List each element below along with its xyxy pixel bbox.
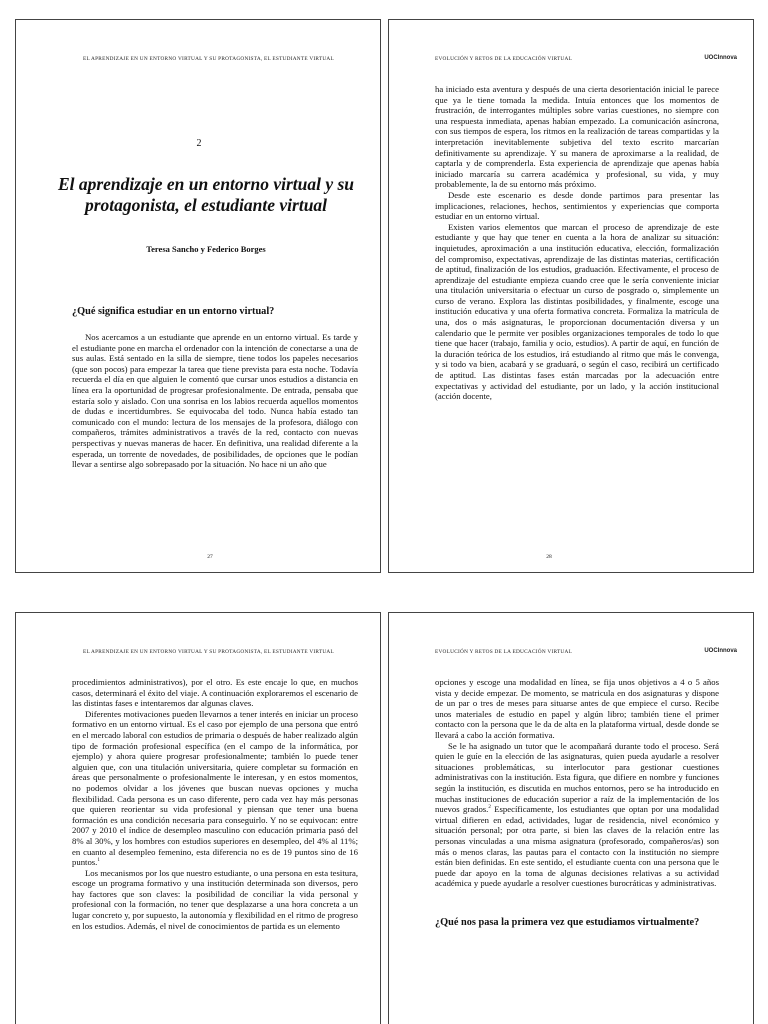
paragraph: ha iniciado esta aventura y después de una cierta desorientación inicial le parece que ya le tiene tomada la medida. Intuía entonces que los momentos de frustración, de interrogantes múltiples sobre varias cuestiones, no siempre con una respuesta inmediata, apenas habían empezado. La comunicación asíncrona, con sus tiempos de espera, los ritmos en la realización de tareas compartidas y la interpretación inevitablemente subjetiva del texto escrito marcarían definitivamente su aprendizaje. Y su manera de aproximarse a la realidad, de captarla y de comprenderla. Esta experiencia de aprendizaje que apenas había iniciado marcaría su carrera académica y profesional, su vida, y muy probablemente, la de su entorno más próximo. <box>435 84 719 190</box>
running-head: EL APRENDIZAJE EN UN ENTORNO VIRTUAL Y SU PROTAGONISTA, EL ESTUDIANTE VIRTUAL <box>82 649 334 655</box>
page-number: 28 <box>546 554 552 560</box>
book-page-28 <box>388 19 754 573</box>
section-heading: ¿Qué significa estudiar en un entorno virtual? <box>72 306 275 317</box>
paragraph: Nos acercamos a un estudiante que aprende en un entorno virtual. Es tarde y el estudiante pone en marcha el ordenador con la intención de conectarse a una de sus aulas. Está sentado en la silla de siempre, tiene todos los papeles necesarios (que son pocos) para empezar la tarea que tiene prevista para esta noche. Todavía recuerda el día en que alguien le comentó que cursar unos estudios a distancia en línea era la oportunidad de progresar profesionalmente. De entrada, pensaba que estaría solo y aislado. Con una sonrisa en los labios recuerda aquellos momentos de dudas e incertidumbres. Se equivocaba del todo. Nunca había estado tan comunicado con el mundo: lectura de los mensajes de la profesora, diálogo con compañeros, trámites administrativos a través de la red, contacto con nuevas perspectivas y nuevas maneras de hacer. En definitiva, una realidad diferente a la esperada, un torrente de novedades, de posibilidades, de opciones que le podían llevar a sentirse algo sobrepasado por la situación. No hace ni un año que <box>72 332 358 470</box>
paragraph: procedimientos administrativos), por el otro. Es este encaje lo que, en muchos casos, determinará el éxito del viaje. A continuación exploraremos el escenario de las distintas fases e intentaremos dar algunas claves. <box>72 677 358 709</box>
paragraph-text: Se le ha asignado un tutor que le acompañará durante todo el proceso. Será quien le guíe en la elección de las asignaturas, quien pueda ayudarle a resolver situaciones problemáticas, su interlocutor para gestionar cuestiones administrativas con la institución. Esta figura, que difiere en nombre y funciones según la institución, es discutida en muchos entornos, pero se ha introducido en muchas instituciones de educación superior a raíz de la implementación de los nuevos grados. <box>435 740 719 815</box>
publisher-brand: UOCInnova <box>704 648 737 654</box>
paragraph: Los mecanismos por los que nuestro estudiante, o una persona en esta tesitura, escoge un programa formativo y una institución determinada son diversos, pero hay factores que son claves: la posibilidad de conciliar la vida personal y profesional con la formación, no tener que desplazarse a una hora concreta a un lugar concreto y, por supuesto, la autonomía y flexibilidad en el ritmo de progreso en los estudios. Además, el nivel de conocimientos de partida es un elemento <box>72 867 358 931</box>
chapter-title: El aprendizaje en un entorno virtual y su protagonista, el estudiante virtual <box>57 174 355 215</box>
book-page-29 <box>15 612 381 1024</box>
running-head: EL APRENDIZAJE EN UN ENTORNO VIRTUAL Y SU PROTAGONISTA, EL ESTUDIANTE VIRTUAL <box>82 56 334 62</box>
chapter-authors: Teresa Sancho y Federico Borges <box>146 244 266 254</box>
paragraph: Desde este escenario es desde donde partimos para presentar las implicaciones, relaciones, hechos, sentimientos y experiencias que comporta estudiar en un entorno virtual. <box>435 189 719 222</box>
paragraph <box>435 741 719 889</box>
running-head: EVOLUCIÓN Y RETOS DE LA EDUCACIÓN VIRTUAL <box>435 649 573 655</box>
paragraph: Existen varios elementos que marcan el proceso de aprendizaje de este estudiante y que hay que tener en cuenta a la hora de analizar su situación: inquietudes, aproximación a una institución educativa, elección, formalización del compromiso, expectativas, aprendizaje de las distintas materias, certificación de aptitud, finalización de los estudios, graduación. Efectivamente, el proceso de aprendizaje del estudiante empieza cuando cree que le sería conveniente iniciar una titulación universitaria o efectuar un curso de posgrado o, simplemente un curso de verano. Explora las distintas posibilidades, y finalmente, escoge una institución educativa y una oferta formativa concreta. Formaliza la matrícula de una, dos o más asignaturas, le proporcionan documentación diversa y un calendario que le permite ver posibles organizaciones temporales de todo lo que tiene que hacer (trabajo, familia y ocio, estudios). A partir de aquí, en función de la duración teórica de los estudios, irá estudiando al ritmo que más le convenga, y si todo va bien, acabará y se graduará, o según el caso, recibirá un certificado de aptitud. Las distintas fases están marcadas por la adecuación entre expectativas y actividad del estudiante, por un lado, y la acción institucional (acción docente, <box>435 221 719 402</box>
chapter-number: 2 <box>196 138 202 149</box>
body-text <box>435 84 719 402</box>
running-head: EVOLUCIÓN Y RETOS DE LA EDUCACIÓN VIRTUAL <box>435 56 573 62</box>
paragraph-text: Diferentes motivaciones pueden llevarnos a tener interés en iniciar un proceso formativo en un entorno virtual. Es el caso por ejemplo de una persona que entró en el mercado laboral con estudios de primaria o después de haber realizado algún tipo de formación profesional específica (en el campo de la informática, por ejemplo) y ahora quiere progresar profesionalmente; también lo puede tener alguien que, con una titulación universitaria, quiere completar su formación en áreas que personalmente o profesionalmente le interesan, y en estos momentos, no podemos olvidar a los jóvenes que buscan nuevas opciones y mucha flexibilidad. Cada persona es un caso diferente, pero cada vez hay más personas que quieren reorientar su vida profesional y piensan que tener una buena formación es una condición necesaria para conseguirlo. Y no se equivocan: entre 2007 y 2010 el índice de desempleo masculino con educación primaria pasó del 8% al 30%, y los hombres con estudios superiores en desempleo, del 4% al 11%; en cuanto al desempleo femenino, esta diferencia no es de 19 puntos sino de 16 puntos. <box>72 708 358 868</box>
footnote-mark[interactable]: 1 <box>97 858 100 864</box>
body-text <box>72 677 358 931</box>
book-page-27 <box>15 19 381 573</box>
paragraph: opciones y escoge una modalidad en línea, se fija unos objetivos a 4 o 5 años vista y decide empezar. De momento, se matricula en dos asignaturas y dispone de un par o tres de meses para situarse antes de que empiece el curso. Recibe unos materiales de estudio en papel y algún libro; también tiene el primer contacto con la persona que le da de alta en la plataforma virtual, desde donde se llevará a cabo la acción formativa. <box>435 677 719 740</box>
section-heading: ¿Qué nos pasa la primera vez que estudiamos virtualmente? <box>435 916 700 928</box>
page-number: 27 <box>207 554 213 560</box>
footnote-mark[interactable]: 2 <box>488 805 491 811</box>
body-text <box>435 677 719 929</box>
paragraph-text: Específicamente, los estudiantes que optan por una modalidad virtual difieren en edad, actividades, lugar de residencia, nivel económico y situación personal; por otra parte, si bien las claves de la relación entre las personas vinculadas a una misma asignatura (profesorado, compañeros/as) son más o menos claras, las pautas para el contacto con la institución no siempre están bien definidas. En este sentido, el estudiante cuenta con una persona que le puede dar apoyo en la toma de algunas decisiones relativas a su actividad académica y puede ayudarle a resolver cuestiones burocráticas y administrativas. <box>435 804 719 889</box>
publisher-brand: UOCInnova <box>704 55 737 61</box>
paragraph <box>72 709 358 868</box>
book-page-30 <box>388 612 754 1024</box>
body-text <box>72 306 358 470</box>
